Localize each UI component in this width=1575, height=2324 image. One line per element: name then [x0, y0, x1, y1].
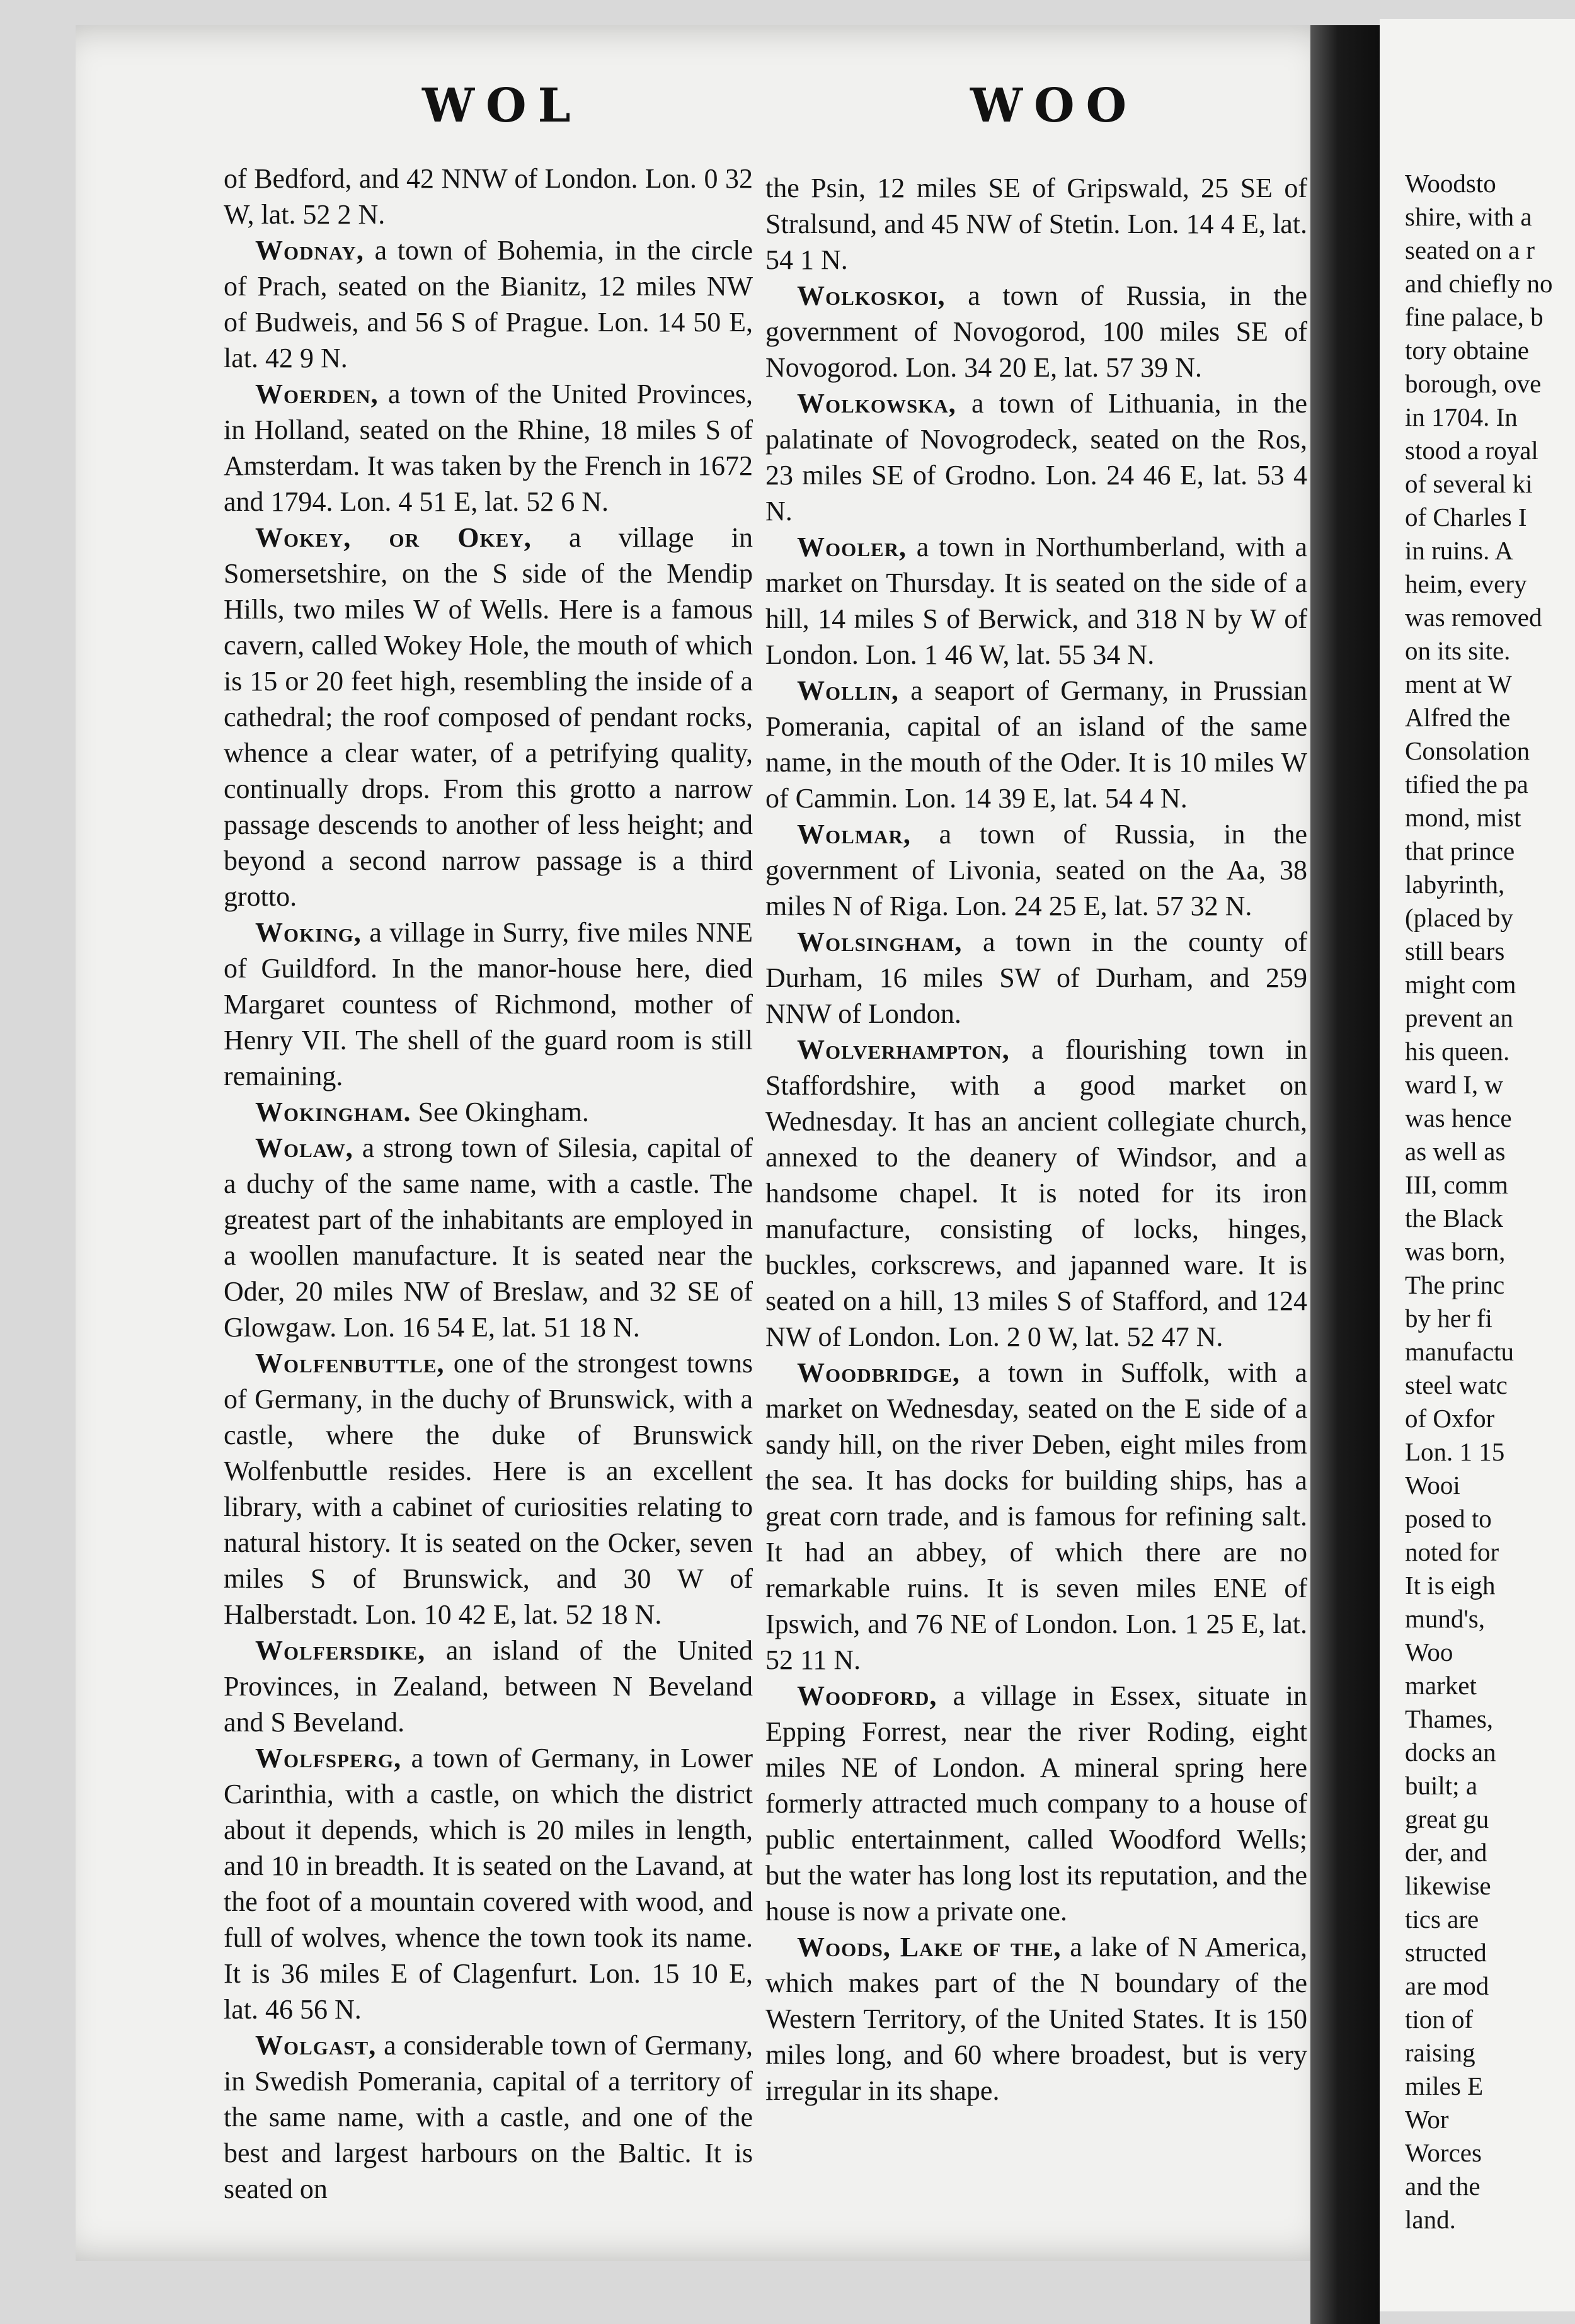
entry-headword: Wokingham. — [255, 1096, 411, 1127]
entry-text: a considerable town of Germany, in Swedish Pomerania, capital of a territory of the same name, with a castle, and one of the best and largest harbours on the Baltic. It is seated on — [224, 2030, 753, 2204]
entry-text: of Bedford, and 42 NNW of London. Lon. 0 32 W, lat. 52 2 N. — [224, 163, 753, 230]
entry-text: the Psin, 12 miles SE of Gripswald, 25 SE of Stralsund, and 45 NW of Stetin. Lon. 14 4 E, lat. 54 1 N. — [765, 173, 1307, 275]
cropped-text-line: Alfred the — [1405, 703, 1511, 732]
entry-text: a town in Suffolk, with a market on Wednesday, seated on the E side of a sandy hill, on the river Deben, eight miles from the sea. It has docks for building ships, has a great corn trade, and is famous for refining salt. It had an abbey, of which there are no remarkable ruins. It is seven miles ENE of Ipswich, and 76 NE of London. Lon. 1 25 E, lat. 52 11 N. — [765, 1357, 1307, 1675]
entry-text: a village in Essex, situate in Epping Forrest, near the river Roding, eight miles NE of London. A mineral spring here formerly attracted much company to a house of public entertainment, called Woodford Wells; but the water has long lost its reputation, and the house is now a private one. — [765, 1680, 1307, 1927]
cropped-text-line: might com — [1405, 970, 1516, 999]
cropped-text-line: Woodsto — [1405, 169, 1496, 198]
cropped-text-line: It is eigh — [1405, 1571, 1496, 1600]
cropped-text-line: in ruins. A — [1405, 536, 1513, 565]
cropped-text-line: ward I, w — [1405, 1070, 1503, 1099]
cropped-text-line: was born, — [1405, 1237, 1506, 1266]
entry-text: one of the strongest towns of Germany, in the duchy of Brunswick, with a castle, where the duke of Brunswick Wolfenbuttle resides. Here is an excellent library, with a cabinet of curiosities relating to natural history. It is seated on the Ocker, seven miles S of Brunswick, and 30 W of Halberstadt. Lon. 10 42 E, lat. 52 18 N. — [224, 1348, 753, 1630]
text-column-2 — [765, 170, 1307, 2109]
entry-headword: Wollin, — [797, 675, 899, 706]
cropped-text-line: fine palace, b — [1405, 302, 1544, 331]
cropped-text-line: that prince — [1405, 836, 1515, 865]
cropped-text-line: Consolation — [1405, 736, 1530, 765]
cropped-text-line: The princ — [1405, 1270, 1505, 1299]
entry-text: a strong town of Silesia, capital of a duchy of the same name, with a castle. The greatest part of the inhabitants are employed in a woollen manufacture. It is seated near the Oder, 20 miles NW of Breslaw, and 32 SE of Glowgaw. Lon. 16 54 E, lat. 51 18 N. — [224, 1132, 753, 1343]
entry-text: a town in Northumberland, with a market on Thursday. It is seated on the side of a hill, 14 miles S of Berwick, and 318 N by W of London. Lon. 1 46 W, lat. 55 34 N. — [765, 532, 1307, 670]
cropped-text-line: likewise — [1405, 1871, 1491, 1900]
cropped-text-line: Lon. 1 15 — [1405, 1437, 1505, 1466]
cropped-text-line: of several ki — [1405, 469, 1533, 498]
entry-text: a flourishing town in Staffordshire, with a good market on Wednesday. It has an ancient collegiate church, annexed to the deanery of Windsor, and a handsome chapel. It is noted for its iron manufacture, consisting of locks, hinges, buckles, corkscrews, and japanned ware. It is seated on a hill, 13 miles S of Stafford, and 124 NW of London. Lon. 2 0 W, lat. 52 47 N. — [765, 1034, 1307, 1352]
entry-text: a town of Bohemia, in the circle of Prach, seated on the Bianitz, 12 miles NW of Budweis, and 56 S of Prague. Lon. 14 50 E, lat. 42 9 N. — [224, 235, 753, 373]
entry-headword: Wolsingham, — [797, 926, 963, 957]
cropped-text-line: shire, with a — [1405, 202, 1532, 231]
running-head-left: WOL — [422, 79, 582, 133]
entry-headword: Wolgast, — [255, 2030, 377, 2061]
cropped-text-line: seated on a r — [1405, 236, 1535, 265]
cropped-text-line: and chiefly no — [1405, 269, 1553, 298]
gazetteer-entry — [765, 529, 1307, 673]
gazetteer-entry — [224, 1632, 753, 1740]
entry-text: a town of the United Provinces, in Holland, seated on the Rhine, 18 miles S of Amsterdam. It was taken by the French in 1672 and 1794. Lon. 4 51 E, lat. 52 6 N. — [224, 379, 753, 517]
cropped-text-line: posed to — [1405, 1504, 1492, 1533]
cropped-text-line: of Charles I — [1405, 503, 1527, 532]
gazetteer-entry — [765, 924, 1307, 1032]
entry-headword: Woerden, — [255, 379, 379, 409]
cropped-text-line: built; a — [1405, 1771, 1478, 1800]
cropped-text-line: (placed by — [1405, 903, 1513, 932]
gazetteer-entry — [224, 914, 753, 1094]
text-column-3-partial — [1405, 167, 1575, 2236]
gazetteer-entry — [765, 1678, 1307, 1929]
cropped-text-line: tics are — [1405, 1905, 1479, 1934]
entry-text: a town of Russia, in the government of Novogorod, 100 miles SE of Novogorod. Lon. 34 20 E, lat. 57 39 N. — [765, 280, 1307, 383]
entry-text: a town of Germany, in Lower Carinthia, with a castle, on which the district about it depends, which is 20 miles in length, and 10 in breadth. It is seated on the Lavand, at the foot of a mountain covered with wood, and full of wolves, whence the town took its name. It is 36 miles E of Clagenfurt. Lon. 15 10 E, lat. 46 56 N. — [224, 1743, 753, 2025]
cropped-text-line: raising — [1405, 2038, 1475, 2067]
cropped-text-line: mund's, — [1405, 1604, 1485, 1633]
cropped-text-line: steel watc — [1405, 1370, 1508, 1399]
cropped-text-line: ment at W — [1405, 669, 1513, 698]
cropped-text-line: prevent an — [1405, 1003, 1513, 1032]
entry-headword: Woodford, — [797, 1680, 937, 1711]
cropped-text-line: and the — [1405, 2172, 1480, 2201]
gazetteer-entry — [224, 376, 753, 520]
cropped-text-line: was removed — [1405, 603, 1542, 632]
cropped-text-line: the Black — [1405, 1204, 1503, 1233]
cropped-text-line: in 1704. In — [1405, 402, 1518, 431]
cropped-text-line: his queen. — [1405, 1037, 1510, 1066]
gazetteer-entry — [765, 385, 1307, 529]
cropped-text-line: tory obtaine — [1405, 336, 1529, 365]
gazetteer-entry — [765, 1032, 1307, 1355]
gazetteer-entry — [224, 232, 753, 376]
gazetteer-entry — [224, 1130, 753, 1345]
entry-headword: Wolmar, — [797, 819, 911, 850]
entry-headword: Woking, — [255, 917, 362, 948]
cropped-text-line: still bears — [1405, 937, 1505, 965]
cropped-text-line: of Oxfor — [1405, 1404, 1495, 1433]
page-gutter-shadow — [1310, 25, 1380, 2324]
cropped-text-line: manufactu — [1405, 1337, 1515, 1366]
gazetteer-entry — [765, 278, 1307, 385]
cropped-text-line: Wooi — [1405, 1471, 1460, 1500]
cropped-text-line: noted for — [1405, 1537, 1499, 1566]
gazetteer-entry — [765, 673, 1307, 816]
gazetteer-entry — [224, 1345, 753, 1632]
cropped-text-line: by her fi — [1405, 1304, 1492, 1333]
cropped-text-line: labyrinth, — [1405, 870, 1505, 899]
cropped-text-line: Woo — [1405, 1638, 1453, 1666]
entry-text: a town of Lithuania, in the palatinate of Novogrodeck, seated on the Ros, 23 miles SE of Grodno. Lon. 24 46 E, lat. 53 4 N. — [765, 388, 1307, 527]
cropped-text-line: market — [1405, 1671, 1477, 1700]
cropped-text-line: was hence — [1405, 1103, 1512, 1132]
text-column-1 — [224, 161, 753, 2207]
entry-text: an island of the United Provinces, in Zealand, between N Beveland and S Beveland. — [224, 1635, 753, 1738]
gazetteer-entry — [765, 816, 1307, 924]
entry-headword: Wolfenbuttle, — [255, 1348, 445, 1379]
entry-headword: Woodbridge, — [797, 1357, 960, 1388]
gazetteer-entry — [224, 161, 753, 232]
cropped-text-line: structed — [1405, 1938, 1487, 1967]
entry-headword: Wooler, — [797, 532, 907, 562]
gazetteer-entry — [765, 1929, 1307, 2109]
cropped-text-line: Wor — [1405, 2105, 1449, 2134]
cropped-text-line: are mod — [1405, 1971, 1489, 2000]
gazetteer-entry — [224, 1094, 753, 1130]
cropped-text-line: heim, every — [1405, 569, 1527, 598]
gazetteer-entry — [224, 1740, 753, 2027]
entry-headword: Wolkowska, — [797, 388, 956, 419]
cropped-text-line: Worces — [1405, 2138, 1482, 2167]
entry-text: a seaport of Germany, in Prussian Pomerania, capital of an island of the same name, in the mouth of the Oder. It is 10 miles W of Cammin. Lon. 14 39 E, lat. 54 4 N. — [765, 675, 1307, 814]
cropped-text-line: as well as — [1405, 1137, 1506, 1166]
entry-headword: Wolfersdike, — [255, 1635, 426, 1666]
cropped-text-line: tified the pa — [1405, 770, 1528, 799]
running-head-right: WOO — [970, 79, 1138, 133]
cropped-text-line: miles E — [1405, 2071, 1484, 2100]
entry-headword: Wolaw, — [255, 1132, 353, 1163]
entry-text: a town of Russia, in the government of Livonia, seated on the Aa, 38 miles N of Riga. Lon. 24 25 E, lat. 57 32 N. — [765, 819, 1307, 921]
gazetteer-entry — [765, 170, 1307, 278]
gazetteer-entry — [224, 2027, 753, 2207]
cropped-text-line: mond, mist — [1405, 803, 1521, 832]
entry-headword: Wokey, or Okey, — [255, 522, 532, 553]
cropped-text-line: great gu — [1405, 1804, 1489, 1833]
gazetteer-entry — [765, 1355, 1307, 1678]
entry-text: a village in Somersetshire, on the S side of the Mendip Hills, two miles W of Wells. Here is a famous cavern, called Wokey Hole, the mouth of which is 15 or 20 feet high, resembling the inside of a cathedral; the roof composed of pendant rocks, whence a clear water, of a petrifying quality, continually drops. From this grotto a narrow passage descends to another of less height; and beyond a second narrow passage is a third grotto. — [224, 522, 753, 912]
entry-headword: Woods, Lake of the, — [797, 1932, 1062, 1962]
cropped-text-line: stood a royal — [1405, 436, 1538, 465]
entry-headword: Wolkoskoi, — [797, 280, 946, 311]
entry-headword: Wodnay, — [255, 235, 364, 266]
entry-headword: Wolfsperg, — [255, 1743, 402, 1774]
cropped-text-line: docks an — [1405, 1738, 1496, 1767]
entry-text: a village in Surry, five miles NNE of Guildford. In the manor-house here, died Margaret countess of Richmond, mother of Henry VII. The shell of the guard room is still remaining. — [224, 917, 753, 1091]
gazetteer-entry — [224, 520, 753, 914]
cropped-text-line: III, comm — [1405, 1170, 1508, 1199]
entry-text: See Okingham. — [411, 1096, 589, 1127]
cropped-text-line: tion of — [1405, 2005, 1474, 2034]
entry-text: a town in the county of Durham, 16 miles SW of Durham, and 259 NNW of London. — [765, 926, 1307, 1029]
cropped-text-line: borough, ove — [1405, 369, 1542, 398]
entry-headword: Wolverhampton, — [797, 1034, 1010, 1065]
cropped-text-line: on its site. — [1405, 636, 1511, 665]
entry-text: a lake of N America, which makes part of the N boundary of the Western Territory, of the United States. It is 150 miles long, and 60 where broadest, but is very irregular in its shape. — [765, 1932, 1307, 2106]
cropped-text-line: Thames, — [1405, 1704, 1494, 1733]
cropped-text-line: der, and — [1405, 1838, 1487, 1867]
cropped-text-line: land. — [1405, 2205, 1456, 2234]
